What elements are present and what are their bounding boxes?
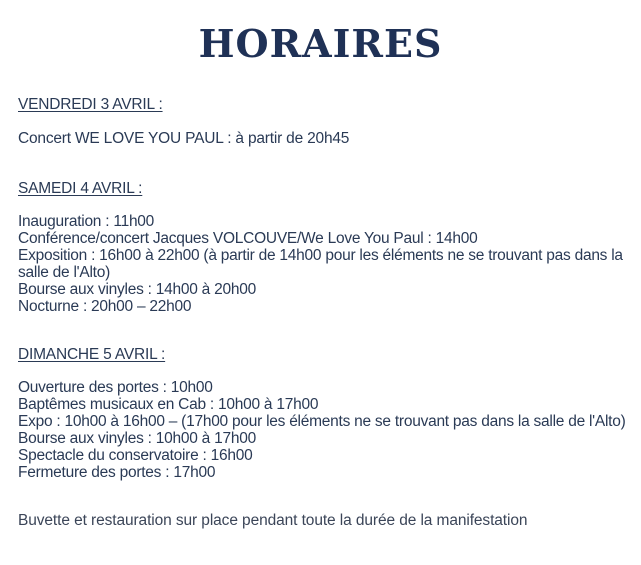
schedule-item-bourse-saturday: Bourse aux vinyles : 14h00 à 20h00	[18, 281, 256, 298]
schedule-item-exposition: Exposition : 16h00 à 22h00 (à partir de 14h00 pour les éléments ne se trouvant pas dans la salle de l'Alto)	[18, 247, 623, 281]
schedule-item-fermeture: Fermeture des portes : 17h00	[18, 464, 216, 481]
schedule-item-nocturne: Nocturne : 20h00 – 22h00	[18, 298, 192, 315]
page-title: HORAIRES	[198, 21, 443, 66]
footer-note: Buvette et restauration sur place pendant toute la durée de la manifestation	[18, 512, 528, 529]
schedule-item-baptemes: Baptêmes musicaux en Cab : 10h00 à 17h00	[18, 396, 319, 413]
schedule-list-saturday	[18, 213, 633, 315]
schedule-item-friday-concert: Concert WE LOVE YOU PAUL : à partir de 20h45	[18, 130, 350, 147]
schedule-item-conference: Conférence/concert Jacques VOLCOUVE/We Love You Paul : 14h00	[18, 230, 478, 247]
schedule-list-sunday	[18, 379, 633, 481]
schedule-item-bourse-sunday: Bourse aux vinyles : 10h00 à 17h00	[18, 430, 256, 447]
schedule-item-inauguration: Inauguration : 11h00	[18, 213, 155, 230]
schedule-item-spectacle: Spectacle du conservatoire : 16h00	[18, 447, 253, 464]
day-heading-saturday: SAMEDI 4 AVRIL :	[18, 180, 143, 197]
schedule-item-ouverture: Ouverture des portes : 10h00	[18, 379, 213, 396]
day-heading-friday: VENDREDI 3 AVRIL :	[18, 96, 163, 113]
schedule-item-expo: Expo : 10h00 à 16h00 – (17h00 pour les éléments ne se trouvant pas dans la salle de l'Alto)	[18, 413, 626, 430]
day-heading-sunday: DIMANCHE 5 AVRIL :	[18, 346, 166, 363]
